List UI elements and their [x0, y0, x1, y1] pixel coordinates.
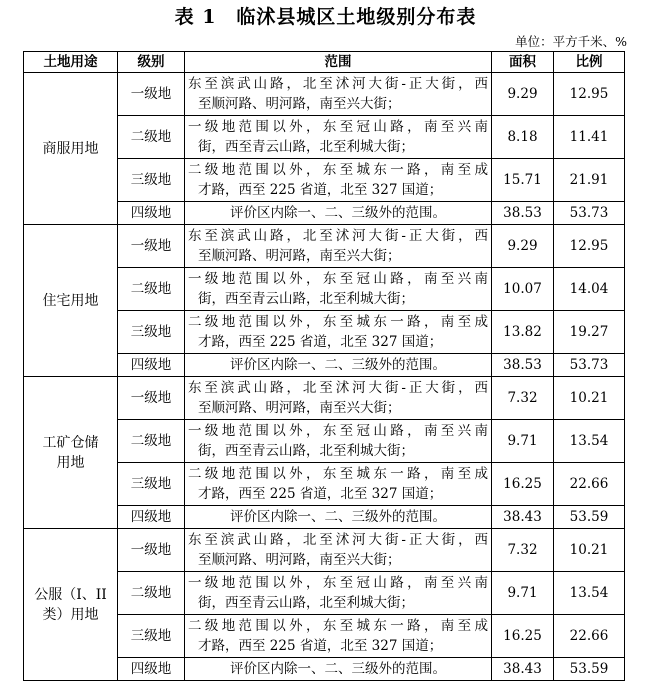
page-title: 表 1 临沭县城区土地级别分布表 — [174, 6, 477, 28]
ratio-cell: 12.95 — [554, 73, 625, 116]
header-ratio: 比例 — [554, 52, 625, 73]
range-cell — [185, 506, 492, 529]
range-line: 东至滨武山路，北至沭河大街-正大街，西 — [188, 532, 488, 548]
area-cell: 9.71 — [492, 572, 554, 615]
table-header-row — [24, 52, 625, 73]
range-cell — [185, 268, 492, 311]
range-line: 至顺河路、明河路，南至兴大街； — [198, 552, 401, 568]
range-line: 一级地范围以外，东至冠山路，南至兴南 — [188, 423, 488, 439]
ratio-cell: 13.54 — [554, 572, 625, 615]
table-row — [24, 73, 625, 116]
range-line: 至顺河路、明河路，南至兴大街； — [198, 400, 401, 416]
range-cell — [185, 225, 492, 268]
range-cell — [185, 377, 492, 420]
range-line: 东至滨武山路，北至沭河大街-正大街，西 — [188, 380, 488, 396]
level-cell: 一级地 — [118, 529, 185, 572]
level-cell: 二级地 — [118, 420, 185, 463]
range-line: 二级地范围以外，东至城东一路，南至成 — [188, 162, 488, 178]
level-cell: 一级地 — [118, 225, 185, 268]
area-cell: 9.29 — [492, 225, 554, 268]
land-use-cell — [24, 73, 118, 225]
ratio-cell: 10.21 — [554, 377, 625, 420]
level-cell: 四级地 — [118, 658, 185, 681]
level-cell: 一级地 — [118, 73, 185, 116]
land-use-label: 住宅用地 — [42, 292, 99, 309]
range-line: 街，西至青云山路，北至利城大街； — [198, 443, 414, 459]
range-cell — [185, 615, 492, 658]
ratio-cell: 12.95 — [554, 225, 625, 268]
range-line: 东至滨武山路，北至沭河大街-正大街，西 — [188, 228, 488, 244]
unit-note: 单位：平方千米、% — [515, 34, 627, 49]
header-area: 面积 — [492, 52, 554, 73]
level-cell: 三级地 — [118, 311, 185, 354]
area-cell: 16.25 — [492, 463, 554, 506]
range-line: 街，西至青云山路，北至利城大街； — [198, 595, 414, 611]
range-cell — [185, 463, 492, 506]
area-cell: 9.71 — [492, 420, 554, 463]
ratio-cell: 53.59 — [554, 658, 625, 681]
range-cell — [185, 73, 492, 116]
ratio-cell: 21.91 — [554, 159, 625, 202]
range-cell — [185, 572, 492, 615]
range-line: 二级地范围以外，东至城东一路，南至成 — [188, 466, 488, 482]
area-cell: 38.43 — [492, 506, 554, 529]
level-cell: 一级地 — [118, 377, 185, 420]
level-cell: 三级地 — [118, 159, 185, 202]
range-cell — [185, 529, 492, 572]
level-cell: 三级地 — [118, 463, 185, 506]
area-cell: 7.32 — [492, 377, 554, 420]
range-line: 才路，西至 225 省道，北至 327 国道； — [198, 486, 443, 502]
range-cell — [185, 658, 492, 681]
land-use-label: 公服（I、II — [34, 586, 107, 603]
range-line: 才路，西至 225 省道，北至 327 国道； — [198, 182, 443, 198]
area-cell: 13.82 — [492, 311, 554, 354]
range-cell — [185, 159, 492, 202]
area-cell: 9.29 — [492, 73, 554, 116]
ratio-cell: 53.59 — [554, 506, 625, 529]
range-line: 才路，西至 225 省道，北至 327 国道； — [198, 334, 443, 350]
range-line: 至顺河路、明河路，南至兴大街； — [198, 96, 401, 112]
ratio-cell: 13.54 — [554, 420, 625, 463]
range-line: 一级地范围以外，东至冠山路，南至兴南 — [188, 119, 488, 135]
land-use-label: 类）用地 — [42, 606, 99, 623]
land-use-cell — [24, 225, 118, 377]
range-line: 二级地范围以外，东至城东一路，南至成 — [188, 314, 488, 330]
level-cell: 三级地 — [118, 615, 185, 658]
header-level: 级别 — [118, 52, 185, 73]
level-cell: 二级地 — [118, 116, 185, 159]
area-cell: 38.53 — [492, 354, 554, 377]
level-cell: 四级地 — [118, 354, 185, 377]
area-cell: 15.71 — [492, 159, 554, 202]
range-line: 至顺河路、明河路，南至兴大街； — [198, 248, 401, 264]
ratio-cell: 11.41 — [554, 116, 625, 159]
ratio-cell: 53.73 — [554, 354, 625, 377]
range-line: 才路，西至 225 省道，北至 327 国道； — [198, 638, 443, 654]
range-line: 东至滨武山路，北至沭河大街-正大街，西 — [188, 76, 488, 92]
ratio-cell: 14.04 — [554, 268, 625, 311]
table-row — [24, 529, 625, 572]
ratio-cell: 22.66 — [554, 463, 625, 506]
level-cell: 四级地 — [118, 506, 185, 529]
header-range: 范围 — [185, 52, 492, 73]
area-cell: 16.25 — [492, 615, 554, 658]
range-cell — [185, 202, 492, 225]
range-line: 一级地范围以外，东至冠山路，南至兴南 — [188, 271, 488, 287]
ratio-cell: 53.73 — [554, 202, 625, 225]
range-line: 评价区内除一、二、三级外的范围。 — [230, 357, 446, 373]
area-cell: 7.32 — [492, 529, 554, 572]
land-use-cell — [24, 529, 118, 681]
level-cell: 二级地 — [118, 268, 185, 311]
land-use-label: 工矿仓储 — [42, 434, 99, 451]
range-cell — [185, 354, 492, 377]
range-cell — [185, 116, 492, 159]
range-cell — [185, 311, 492, 354]
area-cell: 38.43 — [492, 658, 554, 681]
range-cell — [185, 420, 492, 463]
range-line: 街，西至青云山路，北至利城大街； — [198, 139, 414, 155]
table-row — [24, 377, 625, 420]
range-line: 一级地范围以外，东至冠山路，南至兴南 — [188, 575, 488, 591]
ratio-cell: 22.66 — [554, 615, 625, 658]
land-grade-table — [23, 51, 625, 681]
range-line: 街，西至青云山路，北至利城大街； — [198, 291, 414, 307]
range-line: 评价区内除一、二、三级外的范围。 — [230, 661, 446, 677]
area-cell: 8.18 — [492, 116, 554, 159]
range-line: 评价区内除一、二、三级外的范围。 — [230, 509, 446, 525]
area-cell: 38.53 — [492, 202, 554, 225]
land-use-cell — [24, 377, 118, 529]
level-cell: 四级地 — [118, 202, 185, 225]
area-cell: 10.07 — [492, 268, 554, 311]
header-land-use: 土地用途 — [24, 52, 118, 73]
range-line: 二级地范围以外，东至城东一路，南至成 — [188, 618, 488, 634]
ratio-cell: 19.27 — [554, 311, 625, 354]
level-cell: 二级地 — [118, 572, 185, 615]
land-use-label: 商服用地 — [42, 140, 99, 157]
table-row — [24, 225, 625, 268]
range-line: 评价区内除一、二、三级外的范围。 — [230, 205, 446, 221]
ratio-cell: 10.21 — [554, 529, 625, 572]
land-use-label: 用地 — [56, 454, 85, 471]
